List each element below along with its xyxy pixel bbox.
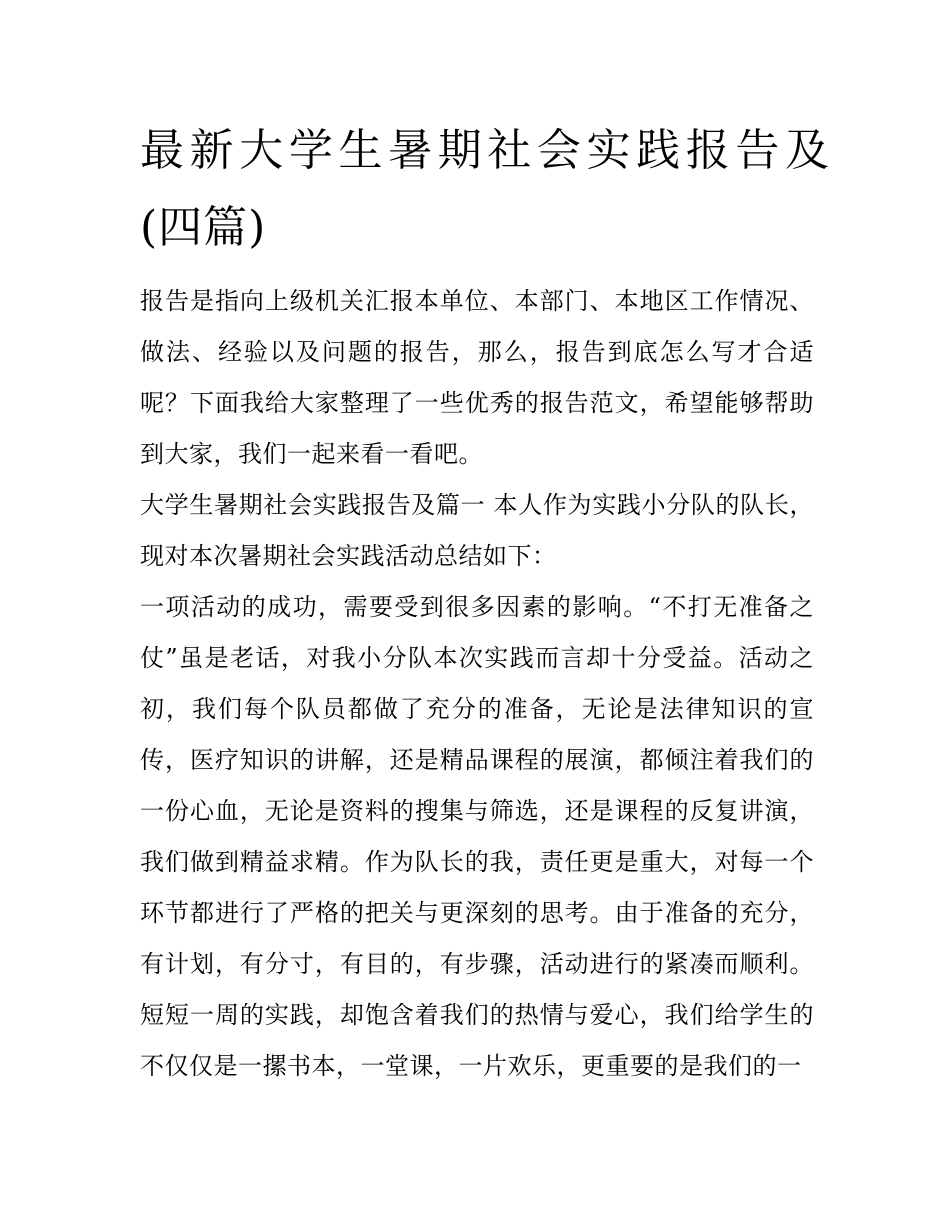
body-paragraph: 一项活动的成功，需要受到很多因素的影响。“不打无准备之仗”虽是老话，对我小分队本次实践而言却十分受益。活动之初，我们每个队员都做了充分的准备，无论是法律知识的宣传，医疗知识的讲解，还是精品课程的展演，都倾注着我们的一份心血，无论是资料的搜集与筛选，还是课程的反复讲演，我们做到精益求精。作为队长的我，责任更是重大，对每一个环节都进行了严格的把关与更深刻的思考。由于准备的充分，有计划，有分寸，有目的，有步骤，活动进行的紧凑而顺利。短短一周的实践，却饱含着我们的热情与爱心，我们给学生的不仅仅是一摞书本，一堂课，一片欢乐，更重要的是我们的一 [140, 593, 814, 1080]
section-heading-paragraph: 大学生暑期社会实践报告及篇一 本人作为实践小分队的队长，现对本次暑期社会实践活动总结如下： [140, 491, 814, 570]
intro-paragraph: 报告是指向上级机关汇报本单位、本部门、本地区工作情况、做法、经验以及问题的报告，那么，报告到底怎么写才合适呢？下面我给大家整理了一些优秀的报告范文，希望能够帮助到大家，我们一起来看一看吧。 [140, 287, 814, 468]
document-body [140, 276, 814, 1092]
document-title: 最新大学生暑期社会实践报告及(四篇) [140, 125, 830, 253]
